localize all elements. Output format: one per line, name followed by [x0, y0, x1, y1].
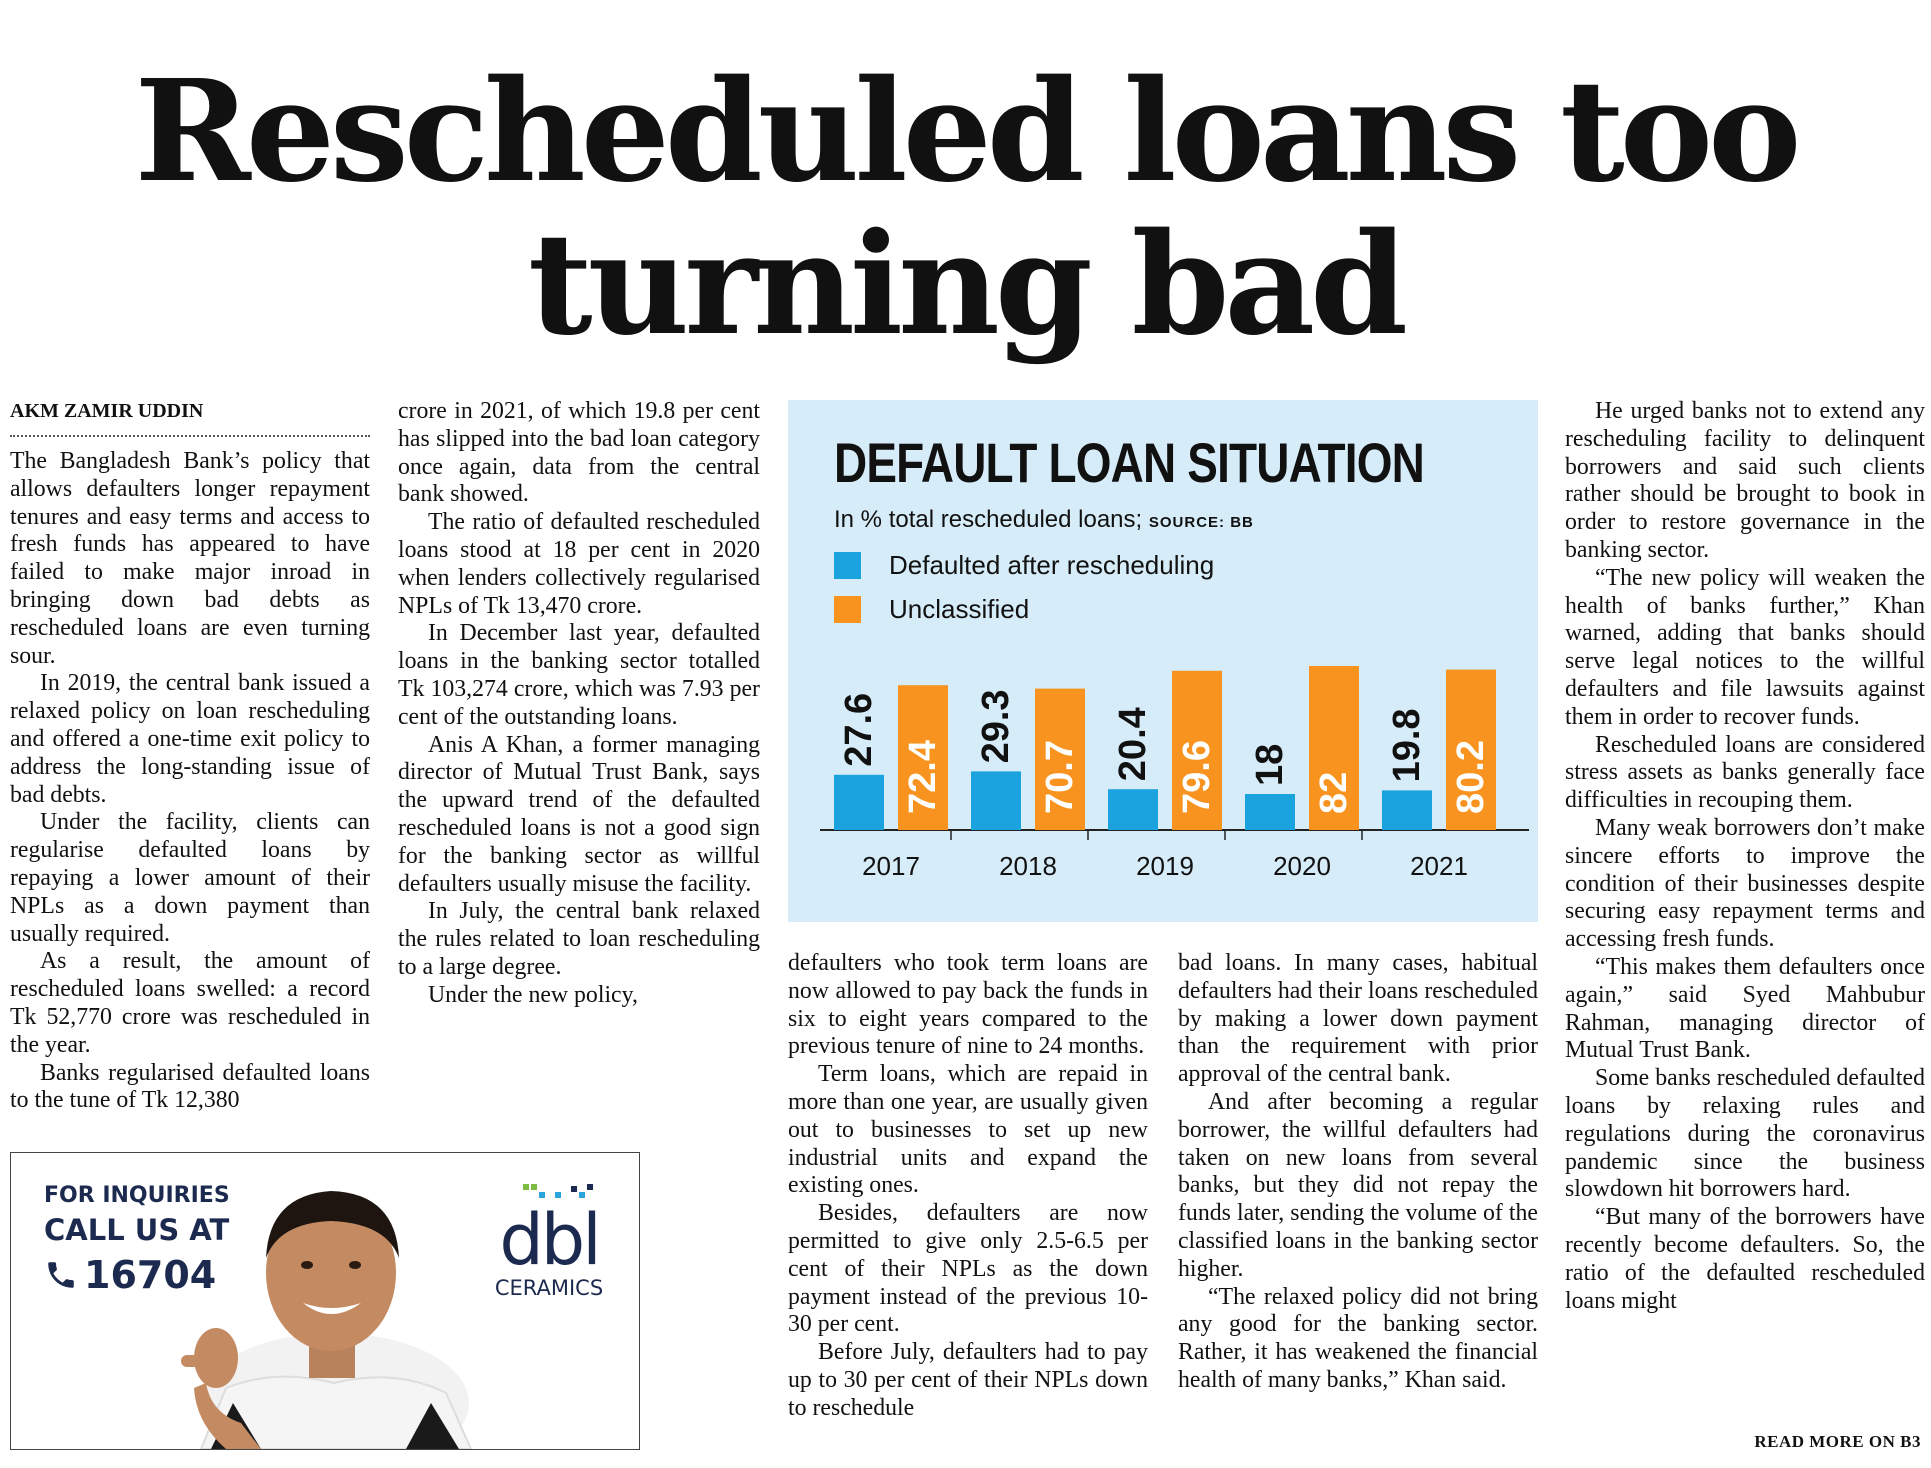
- headline-line-1: Rescheduled loans too: [134, 50, 1797, 214]
- chart-title: DEFAULT LOAN SITUATION: [834, 431, 1424, 494]
- ad-call-text: CALL US AT: [44, 1213, 230, 1247]
- data-label-defaulted-2021: 19.8: [1386, 708, 1428, 783]
- bar-defaulted-2020: [1245, 794, 1295, 830]
- paragraph: Under the facility, clients can regularise defaulted loans by repaying a lower amount of their NPLs as a down payment than usually required.: [10, 809, 370, 947]
- bar-defaulted-2018: [971, 771, 1021, 830]
- paragraph: In July, the central bank relaxed the rules related to loan rescheduling to a large degree.: [398, 898, 760, 980]
- dbl-ceramics-ad[interactable]: [10, 1152, 640, 1450]
- paragraph: The Bangladesh Bank’s policy that allows defaulters longer repayment tenures and easy terms and access to fresh funds has appeared to have failed to make major inroad in bringing down bad debts as rescheduled loans are even turning sour.: [10, 448, 370, 669]
- headline-line-2: turning bad: [527, 203, 1404, 367]
- x-tick-label-2018: 2018: [999, 851, 1057, 881]
- paragraph: Anis A Khan, a former managing director of Mutual Trust Bank, says the upward trend of the defaulted rescheduled loans is not a good sign for the banking sector as willful defaulters usually misuse the facility.: [398, 731, 760, 897]
- ad-brand-text: dbl: [499, 1199, 599, 1281]
- paragraph: Rescheduled loans are considered stress assets as banks generally face difficulties in recouping them.: [1565, 731, 1925, 814]
- x-tick-label-2017: 2017: [862, 851, 920, 881]
- paragraph: As a result, the amount of rescheduled loans swelled: a record Tk 52,770 crore was rescheduled in the year.: [10, 948, 370, 1058]
- article-column-1: [10, 448, 370, 1118]
- bar-defaulted-2017: [834, 775, 884, 830]
- data-label-unclassified-2018: 70.7: [1039, 740, 1081, 814]
- paragraph: Some banks rescheduled defaulted loans by relaxing rules and regulations during the coronavirus pandemic since the business slowdown hit borrowers hard.: [1565, 1065, 1925, 1203]
- paragraph: And after becoming a regular borrower, the willful defaulters had taken on new loans from several banks, but they did not repay the funds later, sending the volume of the classified loans in the banking sector higher.: [1178, 1088, 1538, 1282]
- paragraph: In 2019, the central bank issued a relaxed policy on loan rescheduling and offered a one-time exit policy to address the long-standing issue of bad debts.: [10, 670, 370, 808]
- paragraph: bad loans. In many cases, habitual defaulters had their loans rescheduled by making a lower down payment than the requirement with prior approval of the central bank.: [1178, 950, 1538, 1088]
- ad-inquiries-text: FOR INQUIRIES: [44, 1183, 230, 1208]
- paragraph: “This makes them defaulters once again,” said Syed Mahbubur Rahman, managing director of Mutual Trust Bank.: [1565, 953, 1925, 1064]
- data-label-unclassified-2017: 72.4: [902, 740, 944, 814]
- data-label-defaulted-2017: 27.6: [838, 692, 880, 767]
- data-label-unclassified-2020: 82: [1313, 771, 1355, 814]
- paragraph: “The relaxed policy did not bring any good for the banking sector. Rather, it has weakened the financial health of many banks,” Khan said.: [1178, 1283, 1538, 1393]
- x-tick-label-2020: 2020: [1273, 851, 1331, 881]
- paragraph: The ratio of defaulted rescheduled loans stood at 18 per cent in 2020 when lenders collectively regularised NPLs of Tk 13,470 crore.: [398, 509, 760, 619]
- chart-subtitle-text: In % total rescheduled loans;: [834, 506, 1143, 533]
- byline: AKM ZAMIR UDDIN: [10, 400, 370, 437]
- ad-phone-number: 16704: [84, 1253, 217, 1297]
- paragraph: Before July, defaulters had to pay up to 30 per cent of their NPLs down to reschedule: [788, 1339, 1148, 1421]
- bar-defaulted-2021: [1382, 790, 1432, 830]
- legend-label: Defaulted after rescheduling: [889, 549, 1215, 580]
- x-tick-label-2019: 2019: [1136, 851, 1194, 881]
- paragraph: Many weak borrowers don’t make sincere efforts to improve the condition of their businesses despite securing easy repayment terms and accessing fresh funds.: [1565, 814, 1925, 953]
- read-more-link[interactable]: READ MORE ON B3: [1754, 1432, 1921, 1451]
- paragraph: defaulters who took term loans are now allowed to pay back the funds in six to eight years compared to the previous tenure of nine to 24 months.: [788, 950, 1148, 1060]
- data-label-unclassified-2021: 80.2: [1450, 740, 1492, 814]
- paragraph: Banks regularised defaulted loans to the tune of Tk 12,380: [10, 1059, 370, 1114]
- article-column-4: [1178, 950, 1538, 1462]
- paragraph: “The new policy will weaken the health of banks further,” Khan warned, adding that banks should serve legal notices to the willful defaulters and file lawsuits against them in order to recover funds.: [1565, 564, 1925, 730]
- bar-defaulted-2019: [1108, 789, 1158, 830]
- paragraph: In December last year, defaulted loans in the banking sector totalled Tk 103,274 crore, which was 7.93 per cent of the outstanding loans.: [398, 620, 760, 730]
- dbl-ceramics-logo: [471, 1178, 631, 1308]
- bar-chart-svg: [788, 400, 1538, 922]
- paragraph: crore in 2021, of which 19.8 per cent has slipped into the bad loan category once again, data from the central bank showed.: [398, 398, 760, 508]
- x-tick-label-2021: 2021: [1410, 851, 1468, 881]
- article-column-3: [788, 950, 1148, 1462]
- paragraph: Term loans, which are repaid in more than one year, are usually given out to businesses to set up new industrial units and expand the existing ones.: [788, 1061, 1148, 1199]
- data-label-defaulted-2018: 29.3: [975, 689, 1017, 764]
- data-label-unclassified-2019: 79.6: [1176, 740, 1218, 814]
- paragraph: He urged banks not to extend any rescheduling facility to delinquent borrowers and said such clients rather should be brought to book in order to restore governance in the banking sector.: [1565, 398, 1925, 563]
- data-label-defaulted-2020: 18: [1249, 743, 1291, 786]
- chart-source: SOURCE: BB: [1148, 514, 1254, 531]
- paragraph: “But many of the borrowers have recently become defaulters. So, the ratio of the defaulted rescheduled loans might: [1565, 1204, 1925, 1314]
- default-loan-chart: [788, 400, 1538, 922]
- ad-brand-sub-text: CERAMICS: [494, 1276, 604, 1300]
- legend-label: Unclassified: [889, 593, 1030, 624]
- paragraph: Besides, defaulters are now permitted to give only 2.5-6.5 per cent of their NPLs as the down payment instead of the previous 10-30 per cent.: [788, 1200, 1148, 1338]
- paragraph: Under the new policy,: [428, 981, 638, 1008]
- data-label-defaulted-2019: 20.4: [1112, 707, 1154, 782]
- article-column-2: [398, 398, 760, 1120]
- article-column-5: [1565, 398, 1925, 1420]
